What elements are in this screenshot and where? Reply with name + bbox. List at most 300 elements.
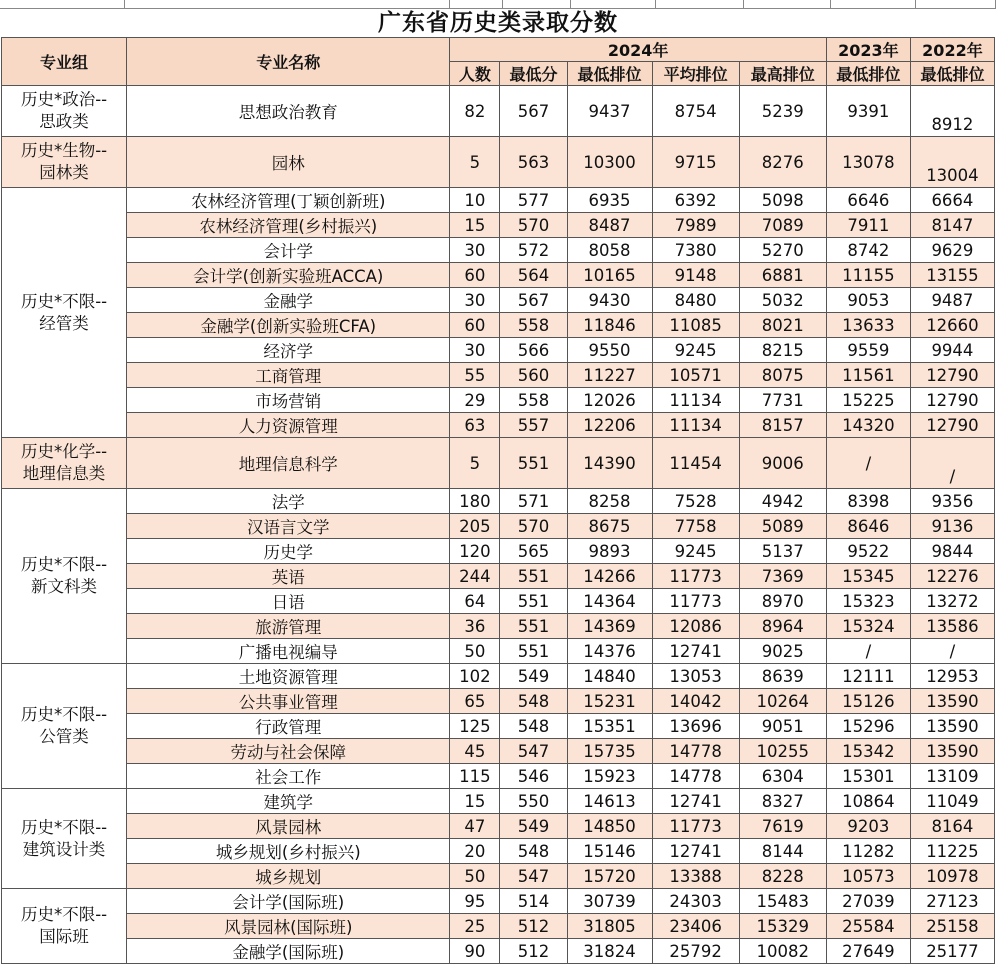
cell-min-rank: 14613: [567, 789, 652, 814]
table-row: [2, 614, 995, 639]
cell-min-score: 551: [500, 438, 567, 489]
cell-min-score: 567: [500, 288, 567, 313]
table-row: [2, 664, 995, 689]
cell-min-score: 558: [500, 388, 567, 413]
cell-avg-rank: 24303: [652, 889, 739, 914]
cell-count: 30: [450, 238, 500, 263]
cell-avg-rank: 14778: [652, 764, 739, 789]
cell-min-rank-2022: 13586: [910, 614, 994, 639]
cell-min-rank: 9430: [567, 288, 652, 313]
cell-min-rank-2023: 12111: [826, 664, 910, 689]
cell-min-rank: 8675: [567, 514, 652, 539]
header-min-rank: 最低排位: [567, 62, 652, 86]
cell-min-score: 577: [500, 188, 567, 213]
cell-min-score: 548: [500, 839, 567, 864]
cell-min-rank-2023: 14320: [826, 413, 910, 438]
cell-min-rank-2023: 6646: [826, 188, 910, 213]
cell-min-rank-2022: 9629: [910, 238, 994, 263]
cell-max-rank: 7619: [739, 814, 826, 839]
cell-min-rank-2022: 9356: [910, 489, 994, 514]
table-row: [2, 864, 995, 889]
table-row: [2, 564, 995, 589]
cell-min-rank-2022: 8912: [910, 86, 994, 137]
header-major: 专业名称: [127, 38, 450, 86]
cell-max-rank: 5137: [739, 539, 826, 564]
cell-major: 英语: [127, 564, 450, 589]
cell-major: 园林: [127, 137, 450, 188]
table-row: [2, 739, 995, 764]
cell-min-rank: 15146: [567, 839, 652, 864]
cell-min-rank-2022: 12790: [910, 413, 994, 438]
cell-count: 47: [450, 814, 500, 839]
cell-avg-rank: 12741: [652, 839, 739, 864]
cell-avg-rank: 12086: [652, 614, 739, 639]
cell-min-rank-2023: /: [826, 639, 910, 664]
cell-major: 思想政治教育: [127, 86, 450, 137]
table-row: [2, 914, 995, 939]
cell-count: 10: [450, 188, 500, 213]
table-row: [2, 388, 995, 413]
cell-max-rank: 8276: [739, 137, 826, 188]
cell-major: 会计学: [127, 238, 450, 263]
table-row: [2, 238, 995, 263]
cell-min-score: 547: [500, 739, 567, 764]
cell-max-rank: 8075: [739, 363, 826, 388]
cell-min-score: 570: [500, 213, 567, 238]
header-2022: 2022年: [910, 38, 994, 62]
cell-min-rank: 9550: [567, 338, 652, 363]
cell-avg-rank: 9245: [652, 539, 739, 564]
cell-count: 82: [450, 86, 500, 137]
header-count: 人数: [450, 62, 500, 86]
table-title: 广东省历史类录取分数: [378, 10, 618, 36]
cell-max-rank: 10082: [739, 939, 826, 964]
cell-avg-rank: 7528: [652, 489, 739, 514]
cell-max-rank: 8144: [739, 839, 826, 864]
cell-min-rank-2023: 9522: [826, 539, 910, 564]
table-row: [2, 839, 995, 864]
cell-min-rank-2022: 12276: [910, 564, 994, 589]
cell-major: 金融学(国际班): [127, 939, 450, 964]
cell-avg-rank: 7758: [652, 514, 739, 539]
cell-min-rank: 9893: [567, 539, 652, 564]
cell-major: 经济学: [127, 338, 450, 363]
cell-avg-rank: 11134: [652, 413, 739, 438]
table-row: [2, 313, 995, 338]
cell-min-score: 546: [500, 764, 567, 789]
cell-min-score: 563: [500, 137, 567, 188]
cell-major: 金融学(创新实验班CFA): [127, 313, 450, 338]
cell-min-rank-2022: 11049: [910, 789, 994, 814]
cell-count: 29: [450, 388, 500, 413]
cell-min-rank: 8058: [567, 238, 652, 263]
cell-min-score: 557: [500, 413, 567, 438]
cell-major: 日语: [127, 589, 450, 614]
cell-avg-rank: 9148: [652, 263, 739, 288]
cell-max-rank: 7089: [739, 213, 826, 238]
cell-min-rank-2023: 15323: [826, 589, 910, 614]
header-min-rank-2022: 最低排位: [910, 62, 994, 86]
cell-count: 5: [450, 438, 500, 489]
cell-min-rank-2023: 15345: [826, 564, 910, 589]
cell-min-rank-2023: 9391: [826, 86, 910, 137]
cell-avg-rank: 11773: [652, 589, 739, 614]
cell-max-rank: 8021: [739, 313, 826, 338]
cell-count: 50: [450, 639, 500, 664]
cell-min-rank-2022: 25177: [910, 939, 994, 964]
cell-min-rank-2022: 13590: [910, 739, 994, 764]
cell-count: 115: [450, 764, 500, 789]
cell-min-rank: 14850: [567, 814, 652, 839]
cell-max-rank: 10264: [739, 689, 826, 714]
table-row: [2, 489, 995, 514]
cell-min-rank: 15720: [567, 864, 652, 889]
cell-major: 土地资源管理: [127, 664, 450, 689]
cell-min-rank: 15735: [567, 739, 652, 764]
cell-major: 风景园林(国际班): [127, 914, 450, 939]
cell-min-score: 550: [500, 789, 567, 814]
cell-min-rank-2022: /: [910, 639, 994, 664]
cell-avg-rank: 7989: [652, 213, 739, 238]
cell-min-score: 514: [500, 889, 567, 914]
table-row: [2, 939, 995, 964]
cell-min-rank-2022: 10978: [910, 864, 994, 889]
table-row: [2, 639, 995, 664]
cell-min-score: 548: [500, 714, 567, 739]
cell-max-rank: 5239: [739, 86, 826, 137]
cell-min-rank-2023: 15301: [826, 764, 910, 789]
cell-min-rank-2023: /: [826, 438, 910, 489]
cell-major: 法学: [127, 489, 450, 514]
table-row: [2, 338, 995, 363]
cell-max-rank: 8327: [739, 789, 826, 814]
cell-count: 65: [450, 689, 500, 714]
cell-avg-rank: 7380: [652, 238, 739, 263]
header-min-rank-2023: 最低排位: [826, 62, 910, 86]
cell-major: 农林经济管理(丁颖创新班): [127, 188, 450, 213]
cell-count: 25: [450, 914, 500, 939]
cell-min-rank-2023: 8398: [826, 489, 910, 514]
table-row: [2, 539, 995, 564]
cell-min-score: 551: [500, 639, 567, 664]
cell-max-rank: 5089: [739, 514, 826, 539]
group-cell: 历史*不限-- 公管类: [2, 664, 127, 789]
cell-count: 55: [450, 363, 500, 388]
cell-max-rank: 7369: [739, 564, 826, 589]
cell-min-rank-2023: 11282: [826, 839, 910, 864]
cell-major: 人力资源管理: [127, 413, 450, 438]
cell-count: 125: [450, 714, 500, 739]
cell-count: 20: [450, 839, 500, 864]
cell-avg-rank: 11773: [652, 814, 739, 839]
cell-count: 45: [450, 739, 500, 764]
cell-min-score: 512: [500, 914, 567, 939]
cell-max-rank: 6881: [739, 263, 826, 288]
cell-avg-rank: 10571: [652, 363, 739, 388]
cell-min-rank: 14840: [567, 664, 652, 689]
cell-avg-rank: 13053: [652, 664, 739, 689]
cell-count: 30: [450, 338, 500, 363]
cell-count: 5: [450, 137, 500, 188]
cell-major: 旅游管理: [127, 614, 450, 639]
cell-min-rank-2022: 13272: [910, 589, 994, 614]
cell-min-rank: 10165: [567, 263, 652, 288]
cell-min-rank-2022: 8147: [910, 213, 994, 238]
cell-min-score: 572: [500, 238, 567, 263]
cell-min-rank-2023: 11561: [826, 363, 910, 388]
cell-major: 劳动与社会保障: [127, 739, 450, 764]
table-row: [2, 589, 995, 614]
cell-min-rank: 11227: [567, 363, 652, 388]
header-2024: 2024年: [450, 38, 826, 62]
cell-major: 市场营销: [127, 388, 450, 413]
cell-min-score: 565: [500, 539, 567, 564]
header-max-rank: 最高排位: [739, 62, 826, 86]
cell-min-rank-2022: 12790: [910, 363, 994, 388]
cell-min-rank-2022: 13155: [910, 263, 994, 288]
table-row: [2, 213, 995, 238]
cell-avg-rank: 23406: [652, 914, 739, 939]
cell-max-rank: 6304: [739, 764, 826, 789]
cell-count: 60: [450, 263, 500, 288]
cell-min-score: 564: [500, 263, 567, 288]
header-min-score: 最低分: [500, 62, 567, 86]
cell-major: 农林经济管理(乡村振兴): [127, 213, 450, 238]
cell-major: 地理信息科学: [127, 438, 450, 489]
cell-min-rank: 8258: [567, 489, 652, 514]
header-row-years: [2, 38, 995, 62]
cell-avg-rank: 11134: [652, 388, 739, 413]
cell-min-rank-2022: 9944: [910, 338, 994, 363]
table-row: [2, 438, 995, 489]
cell-min-rank: 31805: [567, 914, 652, 939]
cell-max-rank: 7731: [739, 388, 826, 413]
cell-count: 90: [450, 939, 500, 964]
cell-major: 会计学(国际班): [127, 889, 450, 914]
cell-min-score: 560: [500, 363, 567, 388]
header-2023: 2023年: [826, 38, 910, 62]
cell-min-score: 549: [500, 814, 567, 839]
cell-major: 汉语言文学: [127, 514, 450, 539]
cell-max-rank: 9051: [739, 714, 826, 739]
cell-count: 95: [450, 889, 500, 914]
cell-count: 205: [450, 514, 500, 539]
group-cell: 历史*生物-- 园林类: [2, 137, 127, 188]
cell-min-rank-2022: 9487: [910, 288, 994, 313]
cell-major: 历史学: [127, 539, 450, 564]
cell-count: 15: [450, 213, 500, 238]
cell-avg-rank: 12741: [652, 639, 739, 664]
cell-min-rank-2022: 13004: [910, 137, 994, 188]
cell-min-score: 548: [500, 689, 567, 714]
cell-min-rank-2022: 6664: [910, 188, 994, 213]
cell-max-rank: 5098: [739, 188, 826, 213]
cell-avg-rank: 12741: [652, 789, 739, 814]
cell-count: 30: [450, 288, 500, 313]
cell-max-rank: 15483: [739, 889, 826, 914]
cell-min-rank: 10300: [567, 137, 652, 188]
group-cell: 历史*化学-- 地理信息类: [2, 438, 127, 489]
cell-count: 180: [450, 489, 500, 514]
cell-min-rank: 14364: [567, 589, 652, 614]
cell-avg-rank: 13388: [652, 864, 739, 889]
cell-min-score: 547: [500, 864, 567, 889]
cell-min-rank-2023: 7911: [826, 213, 910, 238]
cell-min-rank-2023: 11155: [826, 263, 910, 288]
cell-avg-rank: 8480: [652, 288, 739, 313]
cell-avg-rank: 11085: [652, 313, 739, 338]
cell-min-rank-2023: 9053: [826, 288, 910, 313]
cell-min-rank-2022: /: [910, 438, 994, 489]
cell-avg-rank: 11454: [652, 438, 739, 489]
table-row: [2, 188, 995, 213]
table-row: [2, 288, 995, 313]
cell-min-rank: 8487: [567, 213, 652, 238]
cell-major: 建筑学: [127, 789, 450, 814]
cell-major: 公共事业管理: [127, 689, 450, 714]
cell-min-rank-2023: 13078: [826, 137, 910, 188]
cell-avg-rank: 25792: [652, 939, 739, 964]
cell-min-rank-2023: 15296: [826, 714, 910, 739]
cell-min-rank: 14376: [567, 639, 652, 664]
cell-major: 社会工作: [127, 764, 450, 789]
cell-max-rank: 8964: [739, 614, 826, 639]
cell-min-score: 551: [500, 614, 567, 639]
cell-min-score: 570: [500, 514, 567, 539]
cell-min-score: 512: [500, 939, 567, 964]
table-row: [2, 86, 995, 137]
cell-count: 15: [450, 789, 500, 814]
cell-min-rank-2023: 25584: [826, 914, 910, 939]
cell-min-rank: 6935: [567, 188, 652, 213]
cell-min-score: 551: [500, 564, 567, 589]
table-row: [2, 137, 995, 188]
cell-major: 会计学(创新实验班ACCA): [127, 263, 450, 288]
cell-count: 120: [450, 539, 500, 564]
cell-count: 60: [450, 313, 500, 338]
cell-avg-rank: 9715: [652, 137, 739, 188]
group-cell: 历史*不限-- 国际班: [2, 889, 127, 964]
cell-min-rank: 12206: [567, 413, 652, 438]
cell-min-score: 571: [500, 489, 567, 514]
cell-min-rank: 14369: [567, 614, 652, 639]
cell-min-rank-2023: 9559: [826, 338, 910, 363]
cell-min-rank-2022: 12660: [910, 313, 994, 338]
cell-major: 城乡规划: [127, 864, 450, 889]
cell-max-rank: 10255: [739, 739, 826, 764]
cell-min-rank-2022: 9136: [910, 514, 994, 539]
cell-max-rank: 5270: [739, 238, 826, 263]
cell-min-score: 549: [500, 664, 567, 689]
cell-max-rank: 9025: [739, 639, 826, 664]
table-row: [2, 263, 995, 288]
cell-min-rank-2023: 15126: [826, 689, 910, 714]
cell-count: 50: [450, 864, 500, 889]
cell-min-score: 551: [500, 589, 567, 614]
cell-major: 广播电视编导: [127, 639, 450, 664]
cell-min-rank: 15351: [567, 714, 652, 739]
cell-count: 244: [450, 564, 500, 589]
cell-avg-rank: 14778: [652, 739, 739, 764]
cell-max-rank: 8639: [739, 664, 826, 689]
table-row: [2, 814, 995, 839]
table-row: [2, 413, 995, 438]
cell-min-rank-2023: 15342: [826, 739, 910, 764]
cell-count: 102: [450, 664, 500, 689]
cell-min-score: 566: [500, 338, 567, 363]
cell-min-rank-2023: 9203: [826, 814, 910, 839]
cell-min-rank-2022: 13590: [910, 714, 994, 739]
cell-min-rank-2023: 27039: [826, 889, 910, 914]
cell-min-rank-2022: 27123: [910, 889, 994, 914]
cell-min-rank-2023: 15324: [826, 614, 910, 639]
cell-avg-rank: 6392: [652, 188, 739, 213]
table-row: [2, 714, 995, 739]
cell-min-rank-2022: 11225: [910, 839, 994, 864]
table-row: [2, 514, 995, 539]
table-row: [2, 889, 995, 914]
top-edge-strip: [0, 0, 996, 9]
cell-avg-rank: 13696: [652, 714, 739, 739]
cell-count: 64: [450, 589, 500, 614]
cell-min-rank-2022: 12953: [910, 664, 994, 689]
cell-min-rank: 14266: [567, 564, 652, 589]
cell-min-rank: 14390: [567, 438, 652, 489]
cell-avg-rank: 9245: [652, 338, 739, 363]
cell-max-rank: 9006: [739, 438, 826, 489]
cell-major: 金融学: [127, 288, 450, 313]
cell-major: 风景园林: [127, 814, 450, 839]
group-cell: 历史*政治-- 思政类: [2, 86, 127, 137]
cell-max-rank: 8228: [739, 864, 826, 889]
group-cell: 历史*不限-- 经管类: [2, 188, 127, 438]
group-cell: 历史*不限-- 新文科类: [2, 489, 127, 664]
cell-min-rank: 9437: [567, 86, 652, 137]
cell-max-rank: 5032: [739, 288, 826, 313]
admission-table: [1, 37, 995, 964]
cell-min-rank: 15231: [567, 689, 652, 714]
cell-min-rank: 31824: [567, 939, 652, 964]
cell-avg-rank: 14042: [652, 689, 739, 714]
cell-max-rank: 15329: [739, 914, 826, 939]
cell-min-rank-2022: 13590: [910, 689, 994, 714]
cell-min-score: 558: [500, 313, 567, 338]
cell-min-rank-2023: 8742: [826, 238, 910, 263]
cell-count: 63: [450, 413, 500, 438]
table-row: [2, 789, 995, 814]
cell-avg-rank: 11773: [652, 564, 739, 589]
cell-min-rank-2023: 15225: [826, 388, 910, 413]
header-avg-rank: 平均排位: [652, 62, 739, 86]
table-row: [2, 363, 995, 388]
cell-min-rank: 15923: [567, 764, 652, 789]
group-cell: 历史*不限-- 建筑设计类: [2, 789, 127, 889]
cell-min-rank-2023: 8646: [826, 514, 910, 539]
cell-min-rank-2022: 9844: [910, 539, 994, 564]
cell-min-rank-2023: 10864: [826, 789, 910, 814]
cell-min-rank-2023: 13633: [826, 313, 910, 338]
cell-max-rank: 8215: [739, 338, 826, 363]
table-body: [2, 86, 995, 964]
table-row: [2, 764, 995, 789]
cell-min-rank-2022: 25158: [910, 914, 994, 939]
cell-major: 行政管理: [127, 714, 450, 739]
cell-min-rank: 11846: [567, 313, 652, 338]
cell-max-rank: 8157: [739, 413, 826, 438]
cell-min-rank-2022: 13109: [910, 764, 994, 789]
cell-min-rank-2022: 12790: [910, 388, 994, 413]
cell-min-rank-2023: 27649: [826, 939, 910, 964]
